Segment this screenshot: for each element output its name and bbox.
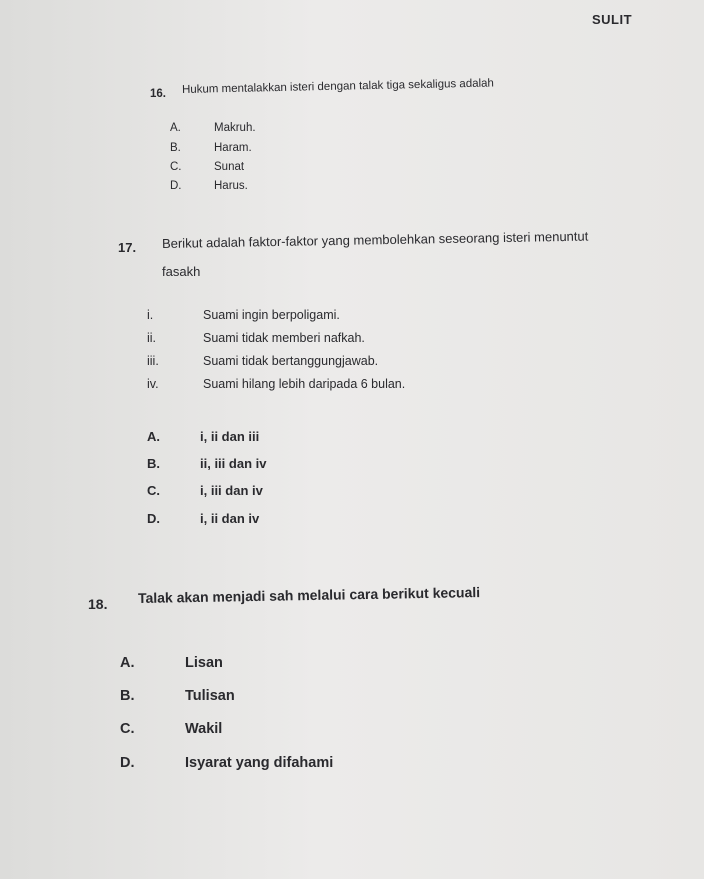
- option-text: i, iii dan iv: [200, 483, 263, 498]
- option-text: Wakil: [185, 721, 223, 737]
- option-letter: C.: [120, 721, 135, 737]
- question-number: 18.: [88, 596, 108, 612]
- statement-numeral: iii.: [147, 354, 159, 368]
- option-letter: D.: [120, 755, 135, 771]
- option-text: Isyarat yang difahami: [185, 755, 334, 771]
- option-letter: B.: [120, 688, 135, 704]
- option-text: Sunat: [214, 161, 245, 173]
- option-letter: A.: [170, 122, 181, 134]
- option-letter: D.: [170, 180, 182, 192]
- option-text: Tulisan: [185, 688, 235, 704]
- option-text: Harus.: [214, 180, 248, 192]
- option-letter: A.: [147, 429, 160, 444]
- option-letter: B.: [170, 142, 181, 154]
- statement-numeral: iv.: [147, 377, 159, 391]
- option-text: i, ii dan iii: [200, 429, 260, 444]
- option-text: ii, iii dan iv: [200, 456, 267, 471]
- option-letter: C.: [170, 161, 182, 173]
- statement-numeral: ii.: [147, 331, 157, 345]
- statement-numeral: i.: [147, 308, 154, 322]
- statement-text: Suami ingin berpoligami.: [203, 308, 340, 322]
- statement-text: Suami hilang lebih daripada 6 bulan.: [203, 377, 406, 391]
- statement-text: Suami tidak memberi nafkah.: [203, 331, 365, 345]
- option-text: i, ii dan iv: [200, 511, 260, 526]
- option-letter: C.: [147, 483, 160, 498]
- option-letter: A.: [120, 655, 135, 671]
- page-header-label: SULIT: [592, 12, 633, 27]
- question-number: 17.: [118, 240, 137, 255]
- option-letter: B.: [147, 456, 160, 471]
- question-text: Talak akan menjadi sah melalui cara berikut kecuali: [137, 584, 481, 606]
- option-text: Haram.: [214, 142, 252, 154]
- option-text: Makruh.: [214, 122, 256, 134]
- question-text-line-1: Berikut adalah faktor-faktor yang membolehkan seseorang isteri menuntut: [161, 228, 589, 251]
- question-text-line-2: fasakh: [162, 264, 201, 279]
- question-number: 16.: [150, 88, 166, 100]
- statement-text: Suami tidak bertanggungjawab.: [203, 354, 379, 368]
- option-letter: D.: [147, 511, 160, 526]
- option-text: Lisan: [185, 655, 223, 671]
- question-text: Hukum mentalakkan isteri dengan talak tiga sekaligus adalah: [181, 77, 495, 96]
